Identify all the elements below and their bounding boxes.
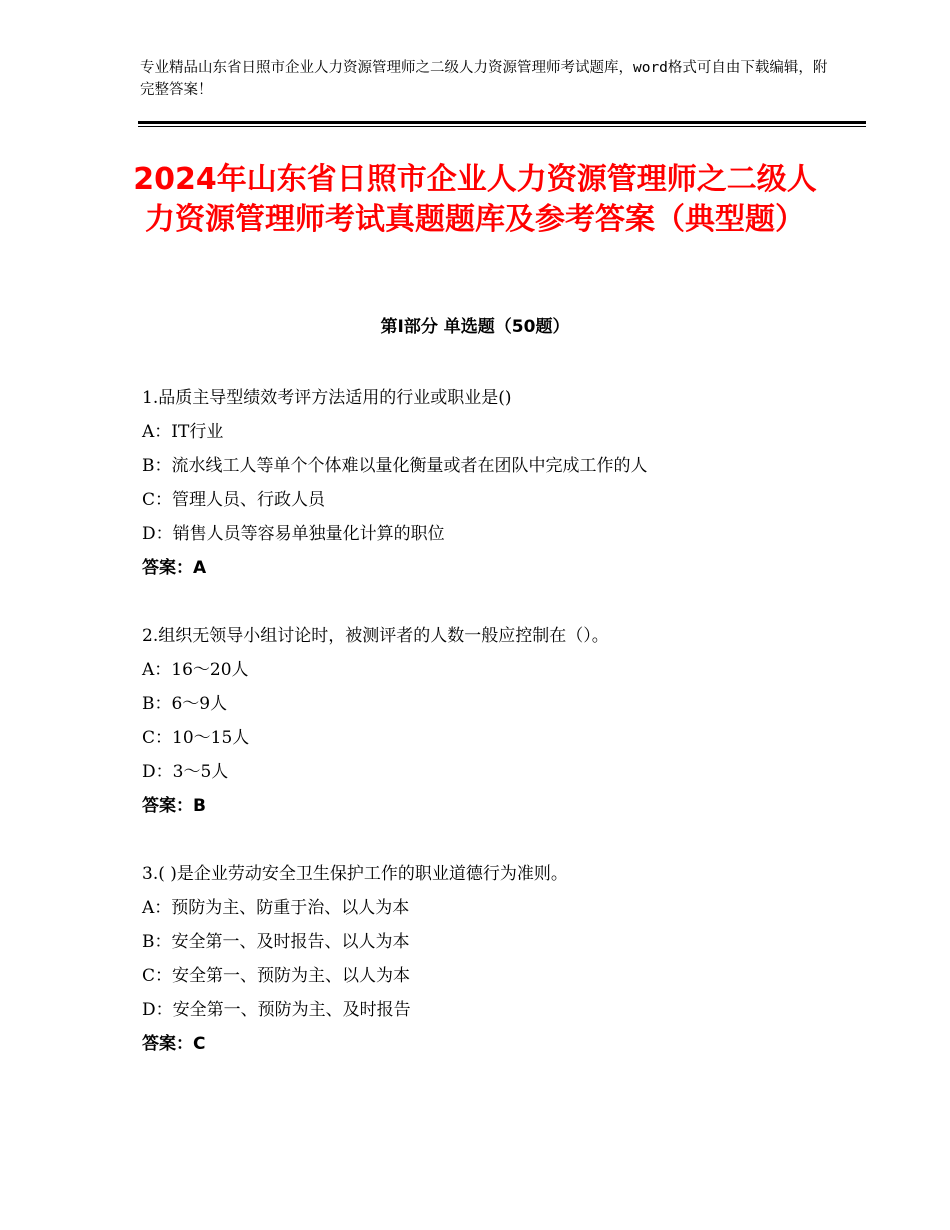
header-note: 专业精品山东省日照市企业人力资源管理师之二级人力资源管理师考试题库，word格式可自由下载编辑，附完整答案！: [140, 60, 828, 98]
option-b: B：流水线工人等单个个体难以量化衡量或者在团队中完成工作的人: [142, 456, 648, 476]
header-divider-thin: [138, 126, 866, 127]
option-d: D：销售人员等容易单独量化计算的职位: [142, 524, 445, 544]
question-stem: 1.品质主导型绩效考评方法适用的行业或职业是(): [142, 388, 512, 408]
section-title: 第Ⅰ部分 单选题（50题）: [380, 317, 570, 337]
answer: 答案：B: [142, 796, 206, 816]
option-a: A：IT行业: [142, 422, 224, 442]
option-c: C：管理人员、行政人员: [142, 490, 326, 510]
option-d: D：3～5人: [142, 762, 229, 782]
option-c: C：10～15人: [142, 728, 250, 748]
question-3: [142, 857, 842, 1061]
question-1: [142, 381, 842, 585]
question-stem: 3.( )是企业劳动安全卫生保护工作的职业道德行为准则。: [142, 864, 568, 884]
answer: 答案：C: [142, 1034, 206, 1054]
option-d: D：安全第一、预防为主、及时报告: [142, 1000, 411, 1020]
question-2: [142, 619, 842, 823]
option-b: B：6～9人: [142, 694, 228, 714]
question-stem: 2.组织无领导小组讨论时，被测评者的人数一般应控制在（）。: [142, 626, 609, 646]
option-a: A：16～20人: [142, 660, 249, 680]
option-b: B：安全第一、及时报告、以人为本: [142, 932, 410, 952]
document-title: 2024年山东省日照市企业人力资源管理师之二级人力资源管理师考试真题题库及参考答案（典型题）: [133, 162, 817, 237]
answer: 答案：A: [142, 558, 207, 578]
option-a: A：预防为主、防重于治、以人为本: [142, 898, 410, 918]
header-divider-thick: [138, 121, 866, 124]
option-c: C：安全第一、预防为主、以人为本: [142, 966, 411, 986]
question-list: [142, 381, 842, 1095]
